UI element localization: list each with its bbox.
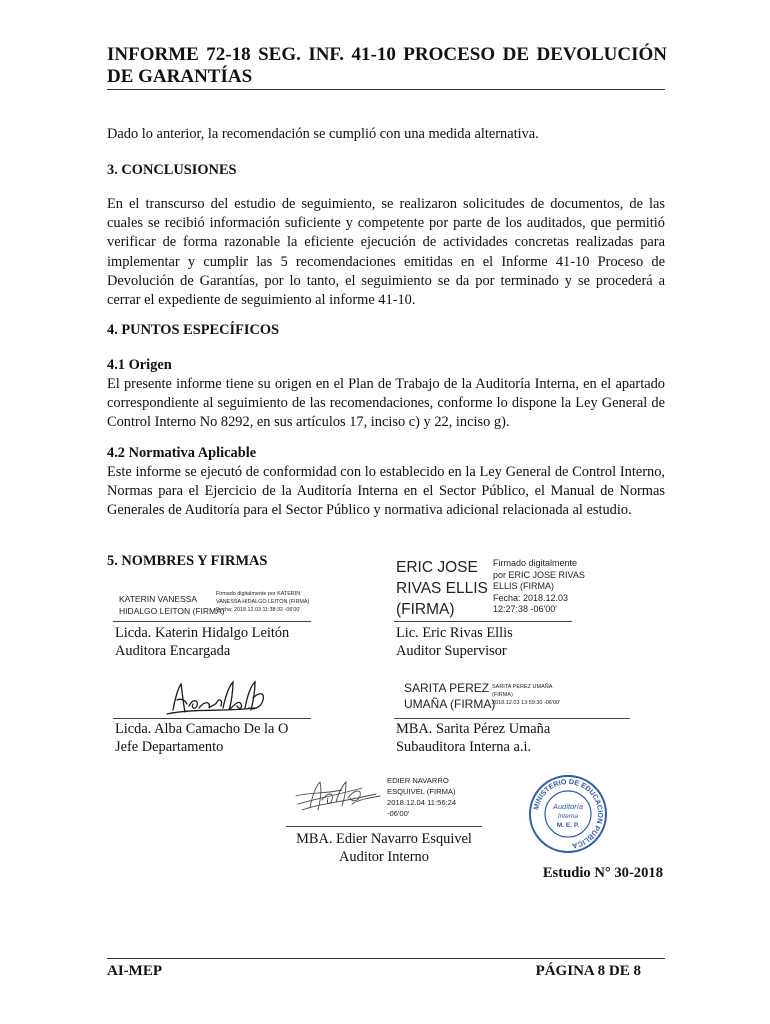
- camacho-role: Jefe Departamento: [115, 739, 224, 755]
- hidalgo-stamp-name: KATERIN VANESSA HIDALGO LEITON (FIRMA): [119, 594, 225, 616]
- camacho-handwritten-signature: [165, 678, 275, 718]
- section-4-1-paragraph: El presente informe tiene su origen en el Plan de Trabajo de la Auditoría Interna, en el apartado correspondiente al seguimiento de las recomendaciones, conforme lo dispone la Ley General de Control Interno No 8292, en sus artículos 17, inciso c) y 22, inciso g).: [107, 376, 665, 431]
- seal-outer-text: MINISTERIO DE EDUCACION PUBLICA: [531, 776, 606, 851]
- navarro-name: MBA. Edier Navarro Esquivel: [296, 831, 472, 847]
- section-4-2-heading: 4.2 Normativa Aplicable: [107, 445, 257, 461]
- intro-paragraph: Dado lo anterior, la recomendación se cumplió con una medida alternativa.: [107, 126, 539, 142]
- auditoria-seal-stamp: [526, 772, 610, 856]
- section-4-1-heading: 4.1 Origen: [107, 357, 172, 373]
- navarro-handwritten-signature: [292, 774, 388, 818]
- rivas-name: Lic. Eric Rivas Ellis: [396, 625, 513, 641]
- camacho-name: Licda. Alba Camacho De la O: [115, 721, 289, 737]
- footer-left: AI-MEP: [107, 963, 162, 979]
- rivas-stamp-info: Firmado digitalmente por ERIC JOSE RIVAS ELLIS (FIRMA) Fecha: 2018.12.03 12:27:38 -06'00': [493, 558, 585, 614]
- seal-inner-line-3: M. E. P.: [556, 822, 580, 829]
- hidalgo-role: Auditora Encargada: [115, 643, 231, 659]
- header-divider: [107, 89, 665, 90]
- seal-inner-line-2: Interna: [557, 813, 579, 820]
- seal-inner-line-1: Auditoría: [552, 802, 584, 811]
- footer-divider: [107, 958, 665, 959]
- navarro-signature-line: [286, 826, 482, 827]
- section-5-heading: 5. NOMBRES Y FIRMAS: [107, 553, 268, 569]
- perez-stamp-info: SARITA PEREZ UMAÑA (FIRMA) 2018.12.03 13:59:30 -06'00': [492, 684, 561, 706]
- perez-stamp-name: SARITA PEREZ UMAÑA (FIRMA): [404, 681, 496, 711]
- hidalgo-name: Licda. Katerin Hidalgo Leitón: [115, 625, 290, 641]
- rivas-signature-line: [394, 621, 572, 622]
- perez-signature-line: [394, 718, 630, 719]
- perez-name: MBA. Sarita Pérez Umaña: [396, 721, 551, 737]
- section-4-2-paragraph: Este informe se ejecutó de conformidad con lo establecido en la Ley General de Control Interno, Normas para el Ejercicio de la Auditoría Interna en el Sector Público, el Manual de Normas Generales de Auditoría para el Sector Público y normativa adicional relacionada al estudio.: [107, 464, 665, 519]
- navarro-stamp-info: EDIER NAVARRO ESQUIVEL (FIRMA) 2018.12.04 11:56:24 -06'00': [387, 776, 457, 818]
- section-3-heading: 3. CONCLUSIONES: [107, 162, 237, 178]
- hidalgo-signature-line: [113, 621, 311, 622]
- study-number: Estudio N° 30-2018: [542, 865, 663, 881]
- camacho-signature-line: [113, 718, 311, 719]
- hidalgo-stamp-info: Firmado digitalmente por KATERIN VANESSA HIDALGO LEITON (FIRMA) Fecha: 2018.12.03 11:38:32 -06'00': [216, 591, 310, 613]
- footer-page-number: PÁGINA 8 DE 8: [535, 963, 641, 979]
- navarro-role: Auditor Interno: [339, 849, 429, 865]
- rivas-stamp-name: ERIC JOSE RIVAS ELLIS (FIRMA): [396, 559, 488, 618]
- rivas-role: Auditor Supervisor: [396, 643, 507, 659]
- perez-role: Subauditora Interna a.i.: [396, 739, 532, 755]
- section-3-paragraph: En el transcurso del estudio de seguimiento, se realizaron solicitudes de documentos, de las cuales se recibió información suficiente y competente por parte de los auditados, que permitió verificar de forma razonable la eficiente ejecución de actividades concretas realizadas para implementar y cumplir las 5 recomendaciones emitidas en el Informe 41-10 Proceso de Devolución de Garantías, por lo tanto, el seguimiento se da por terminado y se procederá a cerrar el expediente de seguimiento al informe 41-10.: [107, 196, 665, 309]
- section-4-heading: 4. PUNTOS ESPECÍFICOS: [107, 322, 280, 338]
- report-title: INFORME 72-18 SEG. INF. 41-10 PROCESO DE DEVOLUCIÓN DE GARANTÍAS: [107, 44, 667, 87]
